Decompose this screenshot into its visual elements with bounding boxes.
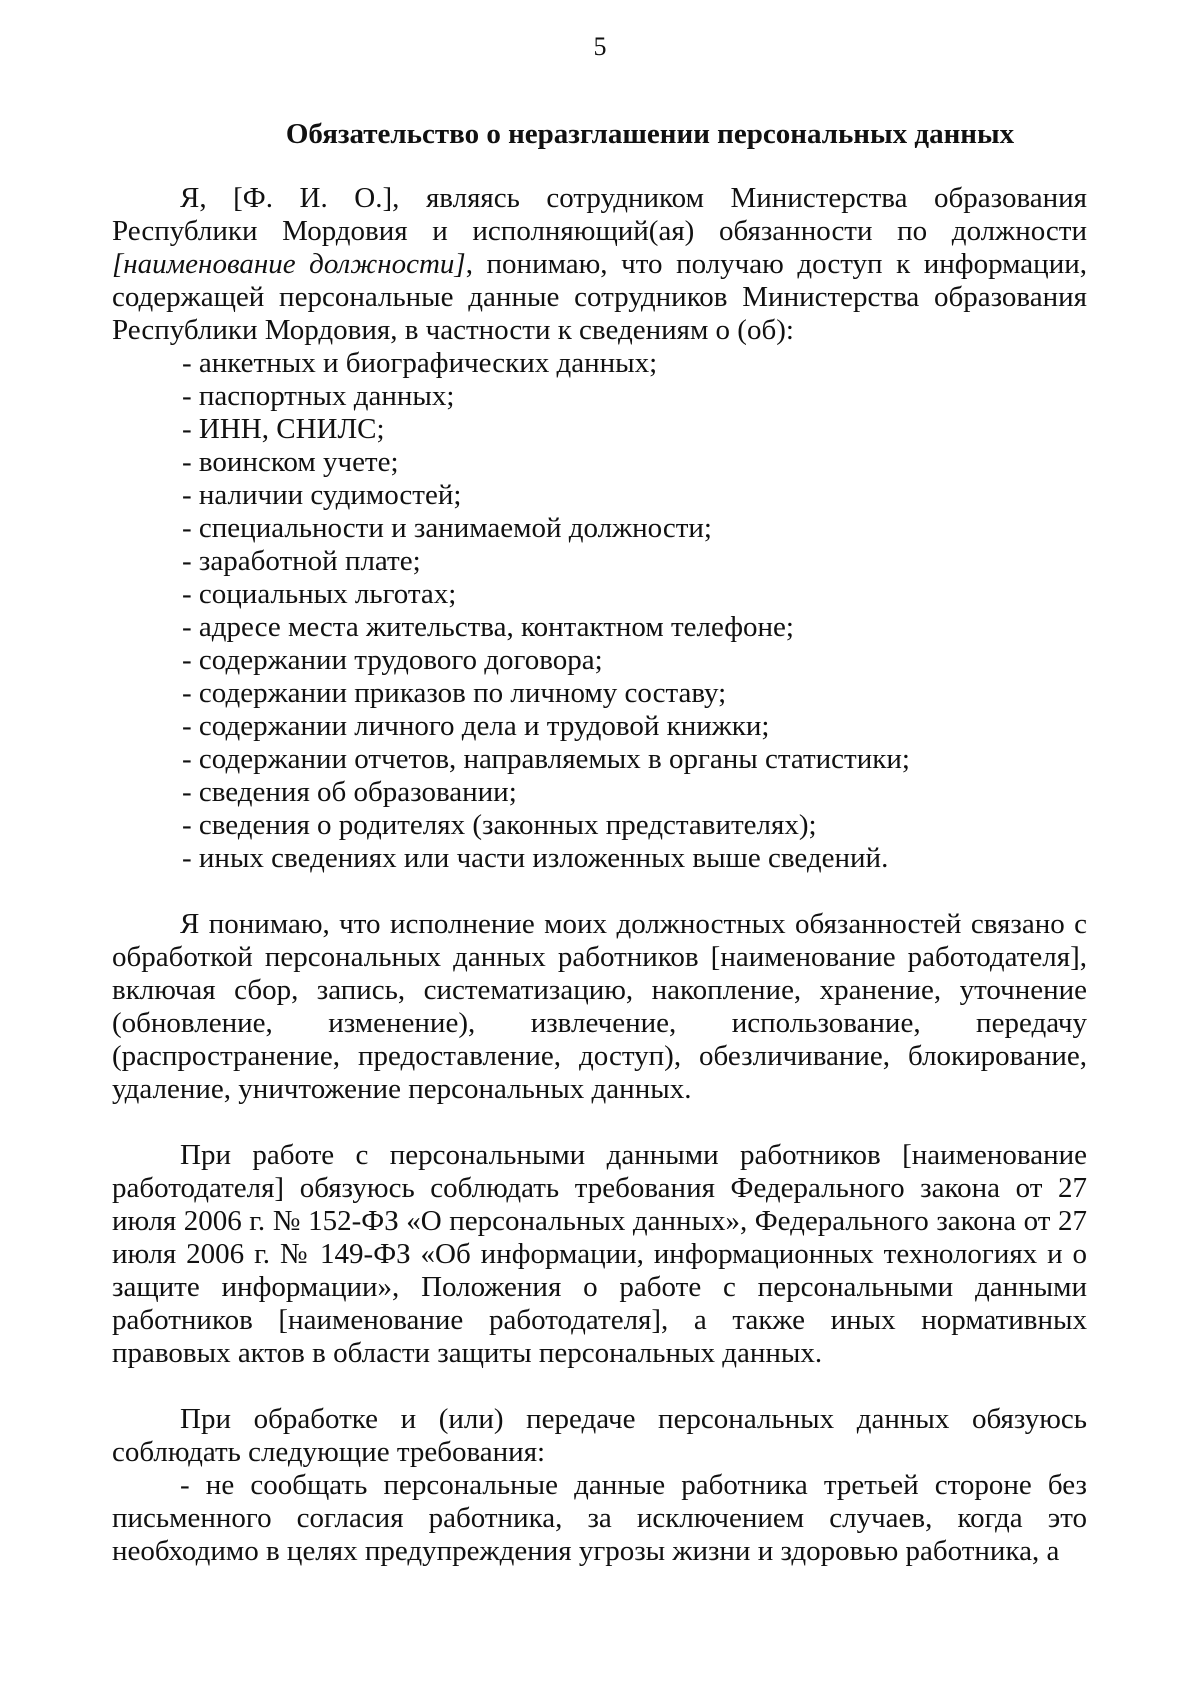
- document-title: Обязательство о неразглашении персональных данных: [285, 118, 1015, 150]
- intro-italic-placeholder: [наименование должности]: [112, 248, 466, 280]
- obligations-intro-paragraph: При обработке и (или) передаче персональных данных обязуюсь соблюдать следующие требования:: [112, 1403, 1087, 1468]
- list-item: - заработной плате;: [182, 545, 421, 577]
- list-item: - воинском учете;: [182, 446, 399, 478]
- list-item: - сведения об образовании;: [182, 776, 517, 808]
- list-item: - анкетных и биографических данных;: [182, 347, 658, 379]
- data-categories-list: [112, 347, 1087, 875]
- intro-paragraph: [112, 182, 1087, 347]
- list-item: - адресе места жительства, контактном телефоне;: [182, 611, 794, 643]
- legal-requirements-paragraph: При работе с персональными данными работников [наименование работодателя] обязуюсь соблюдать требования Федерального закона от 27 июля 2006 г. № 152-ФЗ «О персональных данных», Федерального закона от 27 июля 2006 г. № 149-ФЗ «Об информации, информационных технологиях и о защите информации», Положения о работе с персональными данными работников [наименование работодателя], а также иных нормативных правовых актов в области защиты персональных данных.: [112, 1139, 1087, 1369]
- list-item: - специальности и занимаемой должности;: [182, 512, 712, 544]
- page-number: 5: [593, 32, 607, 61]
- obligation-item: - не сообщать персональные данные работника третьей стороне без письменного согласия работника, за исключением случаев, когда это необходимо в целях предупреждения угрозы жизни и здоровью работника, а: [112, 1469, 1087, 1567]
- spacer: [112, 1106, 1087, 1139]
- spacer: [112, 875, 1087, 908]
- processing-paragraph: Я понимаю, что исполнение моих должностных обязанностей связано с обработкой персональных данных работников [наименование работодателя], включая сбор, запись, систематизацию, накопление, хранение, уточнение (обновление, изменение), извлечение, использование, передачу (распространение, предоставление, доступ), обезличивание, блокирование, удаление, уничтожение персональных данных.: [112, 908, 1087, 1105]
- list-item: - ИНН, СНИЛС;: [182, 413, 385, 445]
- list-item: - содержании личного дела и трудовой книжки;: [182, 710, 770, 742]
- list-item: - паспортных данных;: [182, 380, 455, 412]
- list-item: - сведения о родителях (законных представителях);: [182, 809, 817, 841]
- list-item: - содержании отчетов, направляемых в органы статистики;: [182, 743, 910, 775]
- intro-text-before: Я, [Ф. И. О.], являясь сотрудником Министерства образования Республики Мордовия и исполняющий(ая) обязанности по должности: [112, 182, 1087, 247]
- list-item: - социальных льготах;: [182, 578, 457, 610]
- document-body: [112, 182, 1087, 1568]
- spacer: [112, 1370, 1087, 1403]
- list-item: - наличии судимостей;: [182, 479, 462, 511]
- intro-text-after: , понимаю, что получаю доступ к информации, содержащей персональные данные сотрудников Министерства образования Республики Мордовия, в частности к сведениям о (об):: [112, 248, 1087, 346]
- list-item: - содержании трудового договора;: [182, 644, 603, 676]
- list-item: - иных сведениях или части изложенных выше сведений.: [182, 842, 889, 874]
- list-item: - содержании приказов по личному составу;: [182, 677, 727, 709]
